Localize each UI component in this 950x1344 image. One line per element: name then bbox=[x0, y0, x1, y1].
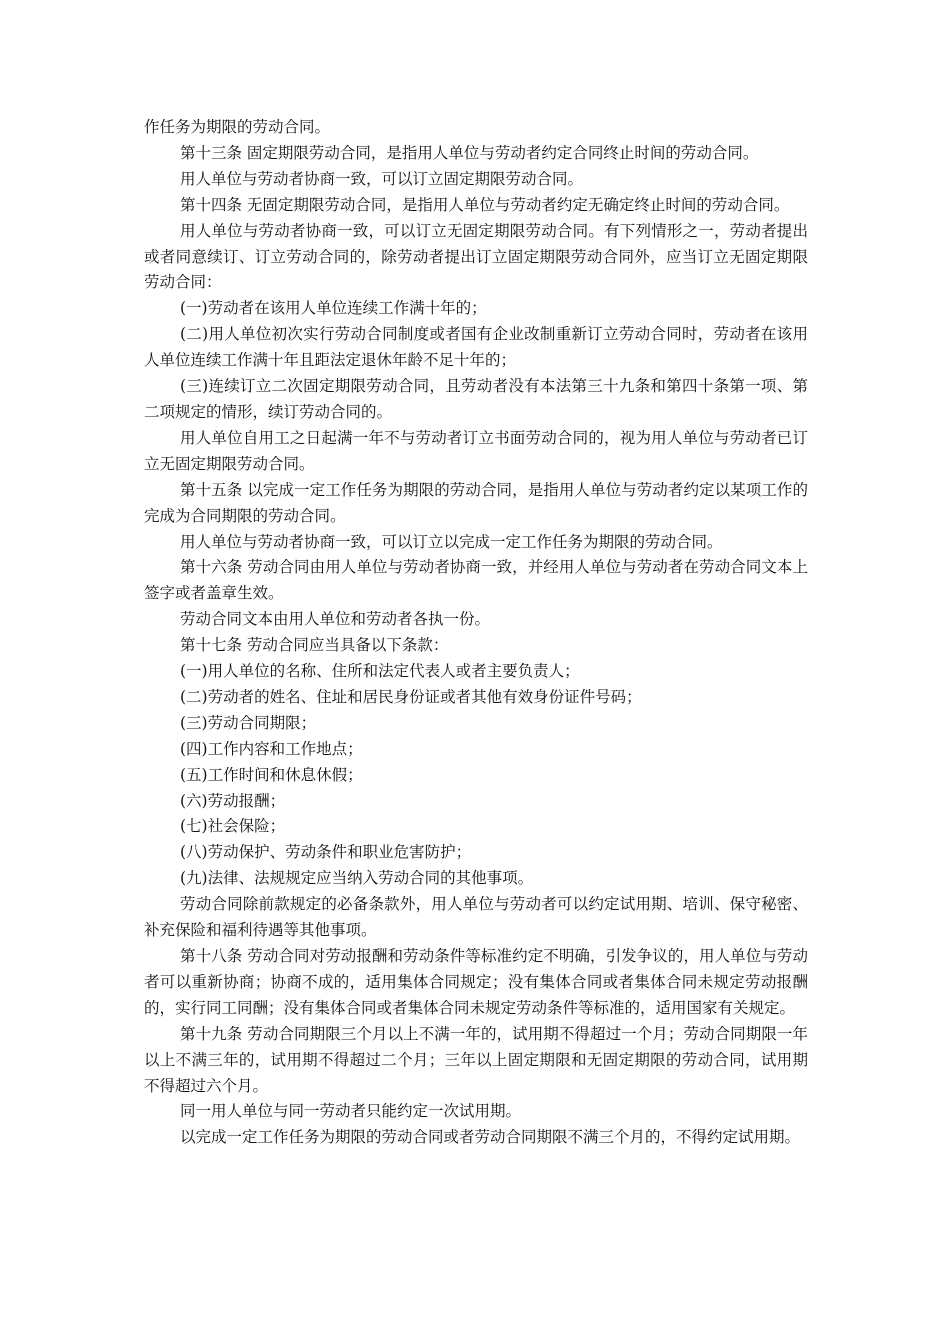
paragraph: 第十九条 劳动合同期限三个月以上不满一年的，试用期不得超过一个月；劳动合同期限一年以上不满三年的，试用期不得超过二个月；三年以上固定期限和无固定期限的劳动合同，试用期不得超过六个月。 bbox=[144, 1024, 808, 1095]
paragraph: (二)劳动者的姓名、住址和居民身份证或者其他有效身份证件号码； bbox=[180, 687, 642, 706]
paragraph: 用人单位与劳动者协商一致，可以订立固定期限劳动合同。 bbox=[180, 169, 584, 188]
paragraph: (七)社会保险； bbox=[180, 817, 286, 836]
paragraph: (六)劳动报酬； bbox=[180, 791, 286, 810]
paragraph: (五)工作时间和休息休假； bbox=[180, 765, 363, 784]
paragraph: 第十六条 劳动合同由用人单位与劳动者协商一致，并经用人单位与劳动者在劳动合同文本上签字或者盖章生效。 bbox=[144, 558, 808, 603]
paragraph: (一)劳动者在该用人单位连续工作满十年的； bbox=[180, 299, 487, 318]
paragraph: 劳动合同除前款规定的必备条款外，用人单位与劳动者可以约定试用期、培训、保守秘密、补充保险和福利待遇等其他事项。 bbox=[144, 895, 808, 940]
paragraph: 同一用人单位与同一劳动者只能约定一次试用期。 bbox=[180, 1102, 522, 1121]
paragraph: 用人单位自用工之日起满一年不与劳动者订立书面劳动合同的，视为用人单位与劳动者已订立无固定期限劳动合同。 bbox=[144, 428, 808, 473]
paragraph: (四)工作内容和工作地点； bbox=[180, 739, 363, 758]
paragraph: (九)法律、法规规定应当纳入劳动合同的其他事项。 bbox=[180, 869, 534, 888]
paragraph: 劳动合同文本由用人单位和劳动者各执一份。 bbox=[180, 610, 491, 629]
paragraph: 第十四条 无固定期限劳动合同，是指用人单位与劳动者约定无确定终止时间的劳动合同。 bbox=[180, 195, 790, 214]
paragraph: 用人单位与劳动者协商一致，可以订立无固定期限劳动合同。有下列情形之一，劳动者提出或者同意续订、订立劳动合同的，除劳动者提出订立固定期限劳动合同外，应当订立无固定期限劳动合同： bbox=[144, 221, 808, 292]
paragraph: (一)用人单位的名称、住所和法定代表人或者主要负责人； bbox=[180, 662, 580, 681]
paragraph: 用人单位与劳动者协商一致，可以订立以完成一定工作任务为期限的劳动合同。 bbox=[180, 532, 723, 551]
paragraph: 第十五条 以完成一定工作任务为期限的劳动合同，是指用人单位与劳动者约定以某项工作的完成为合同期限的劳动合同。 bbox=[144, 480, 808, 525]
paragraph: (二)用人单位初次实行劳动合同制度或者国有企业改制重新订立劳动合同时，劳动者在该用人单位连续工作满十年且距法定退休年龄不足十年的； bbox=[144, 325, 808, 370]
paragraph: 第十三条 固定期限劳动合同，是指用人单位与劳动者约定合同终止时间的劳动合同。 bbox=[180, 143, 759, 162]
paragraph: (三)连续订立二次固定期限劳动合同，且劳动者没有本法第三十九条和第四十条第一项、第二项规定的情形，续订劳动合同的。 bbox=[144, 377, 808, 421]
paragraph: 作任务为期限的劳动合同。 bbox=[144, 118, 331, 136]
document-body bbox=[144, 115, 808, 1151]
paragraph: 以完成一定工作任务为期限的劳动合同或者劳动合同期限不满三个月的，不得约定试用期。 bbox=[180, 1128, 801, 1147]
paragraph: (八)劳动保护、劳动条件和职业危害防护； bbox=[180, 843, 472, 862]
paragraph: 第十八条 劳动合同对劳动报酬和劳动条件等标准约定不明确，引发争议的，用人单位与劳动者可以重新协商；协商不成的，适用集体合同规定；没有集体合同或者集体合同未规定劳动报酬的，实行同工同酬；没有集体合同或者集体合同未规定劳动条件等标准的，适用国家有关规定。 bbox=[144, 947, 808, 1017]
paragraph: 第十七条 劳动合同应当具备以下条款： bbox=[180, 636, 449, 655]
paragraph: (三)劳动合同期限； bbox=[180, 713, 317, 732]
